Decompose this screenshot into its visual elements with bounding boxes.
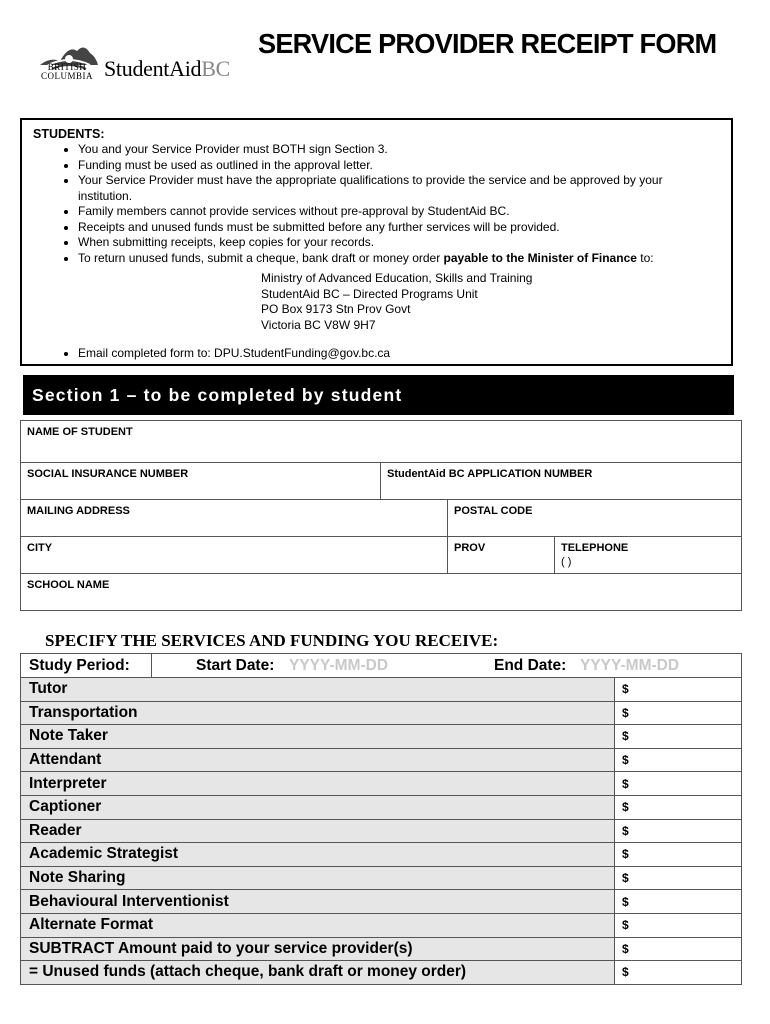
service-label: Tutor	[21, 678, 615, 702]
field-label: PROV	[454, 542, 486, 554]
field-label: SOCIAL INSURANCE NUMBER	[27, 468, 189, 480]
study-period-dates	[152, 654, 742, 678]
service-label: = Unused funds (attach cheque, bank draft or money order)	[21, 961, 615, 985]
amount-field[interactable]: $	[615, 961, 742, 985]
logo-line1: BRITISH	[47, 62, 87, 72]
table-row	[21, 843, 742, 867]
brand-suffix: BC	[201, 56, 230, 81]
students-instructions-box	[20, 118, 733, 366]
amount-field[interactable]: $	[615, 937, 742, 961]
amount-field[interactable]: $	[615, 748, 742, 772]
service-label: Behavioural Interventionist	[21, 890, 615, 914]
services-heading: SPECIFY THE SERVICES AND FUNDING YOU RECEIVE:	[45, 631, 499, 650]
sin-field[interactable]	[20, 462, 381, 500]
list-item: • Your Service Provider must have the appropriate qualifications to provide the service and be approved by your institution.	[78, 173, 718, 204]
end-date-label: End Date:	[494, 657, 567, 674]
amount-field[interactable]: $	[615, 843, 742, 867]
return-payee: payable to the Minister of Finance	[443, 250, 637, 265]
telephone-field[interactable]	[554, 536, 742, 574]
name-of-student-field[interactable]	[20, 420, 742, 463]
logo-line2: COLUMBIA	[40, 71, 93, 81]
email-instruction: • Email completed form to: DPU.StudentFunding@gov.bc.ca	[78, 346, 718, 362]
field-label: NAME OF STUDENT	[27, 426, 133, 438]
amount-field[interactable]: $	[615, 795, 742, 819]
mailing-address-block	[261, 271, 532, 333]
address-line: Ministry of Advanced Education, Skills and Training	[261, 271, 533, 285]
field-label: MAILING ADDRESS	[27, 505, 130, 517]
list-item: • When submitting receipts, keep copies for your records.	[78, 235, 718, 251]
address-line: Victoria BC V8W 9H7	[261, 317, 376, 332]
service-label: Captioner	[21, 795, 615, 819]
table-row	[21, 819, 742, 843]
start-date-label: Start Date:	[196, 657, 275, 674]
field-label: POSTAL CODE	[454, 505, 533, 517]
amount-field[interactable]: $	[615, 890, 742, 914]
service-label: Note Sharing	[21, 866, 615, 890]
application-number-field[interactable]	[380, 462, 742, 500]
brand-wordmark	[104, 56, 230, 82]
table-row	[21, 961, 742, 985]
study-period-row	[21, 654, 742, 678]
services-table	[20, 653, 742, 985]
table-row	[21, 937, 742, 961]
postal-code-field[interactable]	[447, 499, 742, 537]
field-label: SCHOOL NAME	[27, 579, 110, 591]
section1-banner: Section 1 – to be completed by student	[23, 375, 734, 415]
address-line: PO Box 9173 Stn Prov Govt	[261, 302, 411, 316]
brand-main: StudentAid	[104, 56, 202, 81]
amount-field[interactable]: $	[615, 701, 742, 725]
amount-field[interactable]: $	[615, 866, 742, 890]
amount-field[interactable]: $	[615, 913, 742, 937]
table-row	[21, 678, 742, 702]
prov-field[interactable]	[447, 536, 555, 574]
address-line: StudentAid BC – Directed Programs Unit	[261, 286, 478, 301]
table-row	[21, 701, 742, 725]
telephone-area-code: ( )	[561, 556, 572, 568]
study-period-label: Study Period:	[21, 654, 152, 678]
service-label: Alternate Format	[21, 913, 615, 937]
field-label: TELEPHONE	[561, 542, 629, 554]
list-item: • You and your Service Provider must BOTH sign Section 3.	[78, 142, 718, 158]
start-date-input[interactable]: YYYY-MM-DD	[289, 657, 389, 674]
table-row	[21, 890, 742, 914]
list-item: • Funding must be used as outlined in the approval letter.	[78, 158, 718, 174]
amount-field[interactable]: $	[615, 772, 742, 796]
table-row	[21, 913, 742, 937]
table-row	[21, 795, 742, 819]
field-label: CITY	[27, 542, 53, 554]
service-label: Academic Strategist	[21, 843, 615, 867]
table-row	[21, 772, 742, 796]
list-item-return-funds	[78, 251, 718, 267]
amount-field[interactable]: $	[615, 725, 742, 749]
return-prefix: To return unused funds, submit a cheque, bank draft or money order	[78, 250, 444, 265]
list-item: • Family members cannot provide services without pre-approval by StudentAid BC.	[78, 204, 718, 220]
service-label: Interpreter	[21, 772, 615, 796]
amount-field[interactable]: $	[615, 819, 742, 843]
instruction-list	[60, 142, 718, 266]
table-row	[21, 748, 742, 772]
table-row	[21, 725, 742, 749]
form-title: SERVICE PROVIDER RECEIPT FORM	[258, 28, 717, 59]
service-label: SUBTRACT Amount paid to your service provider(s)	[21, 937, 615, 961]
mailing-address-field[interactable]	[20, 499, 448, 537]
service-label: Attendant	[21, 748, 615, 772]
end-date-input[interactable]: YYYY-MM-DD	[580, 657, 680, 674]
return-suffix: to:	[636, 250, 654, 265]
students-heading: STUDENTS:	[33, 127, 105, 141]
service-label: Reader	[21, 819, 615, 843]
city-field[interactable]	[20, 536, 448, 574]
field-label: StudentAid BC APPLICATION NUMBER	[387, 468, 593, 480]
list-item: • Receipts and unused funds must be submitted before any further services will be provided.	[78, 220, 718, 236]
table-row	[21, 866, 742, 890]
service-label: Note Taker	[21, 725, 615, 749]
email-list	[60, 346, 718, 362]
school-name-field[interactable]	[20, 573, 742, 611]
service-label: Transportation	[21, 701, 615, 725]
amount-field[interactable]: $	[615, 678, 742, 702]
